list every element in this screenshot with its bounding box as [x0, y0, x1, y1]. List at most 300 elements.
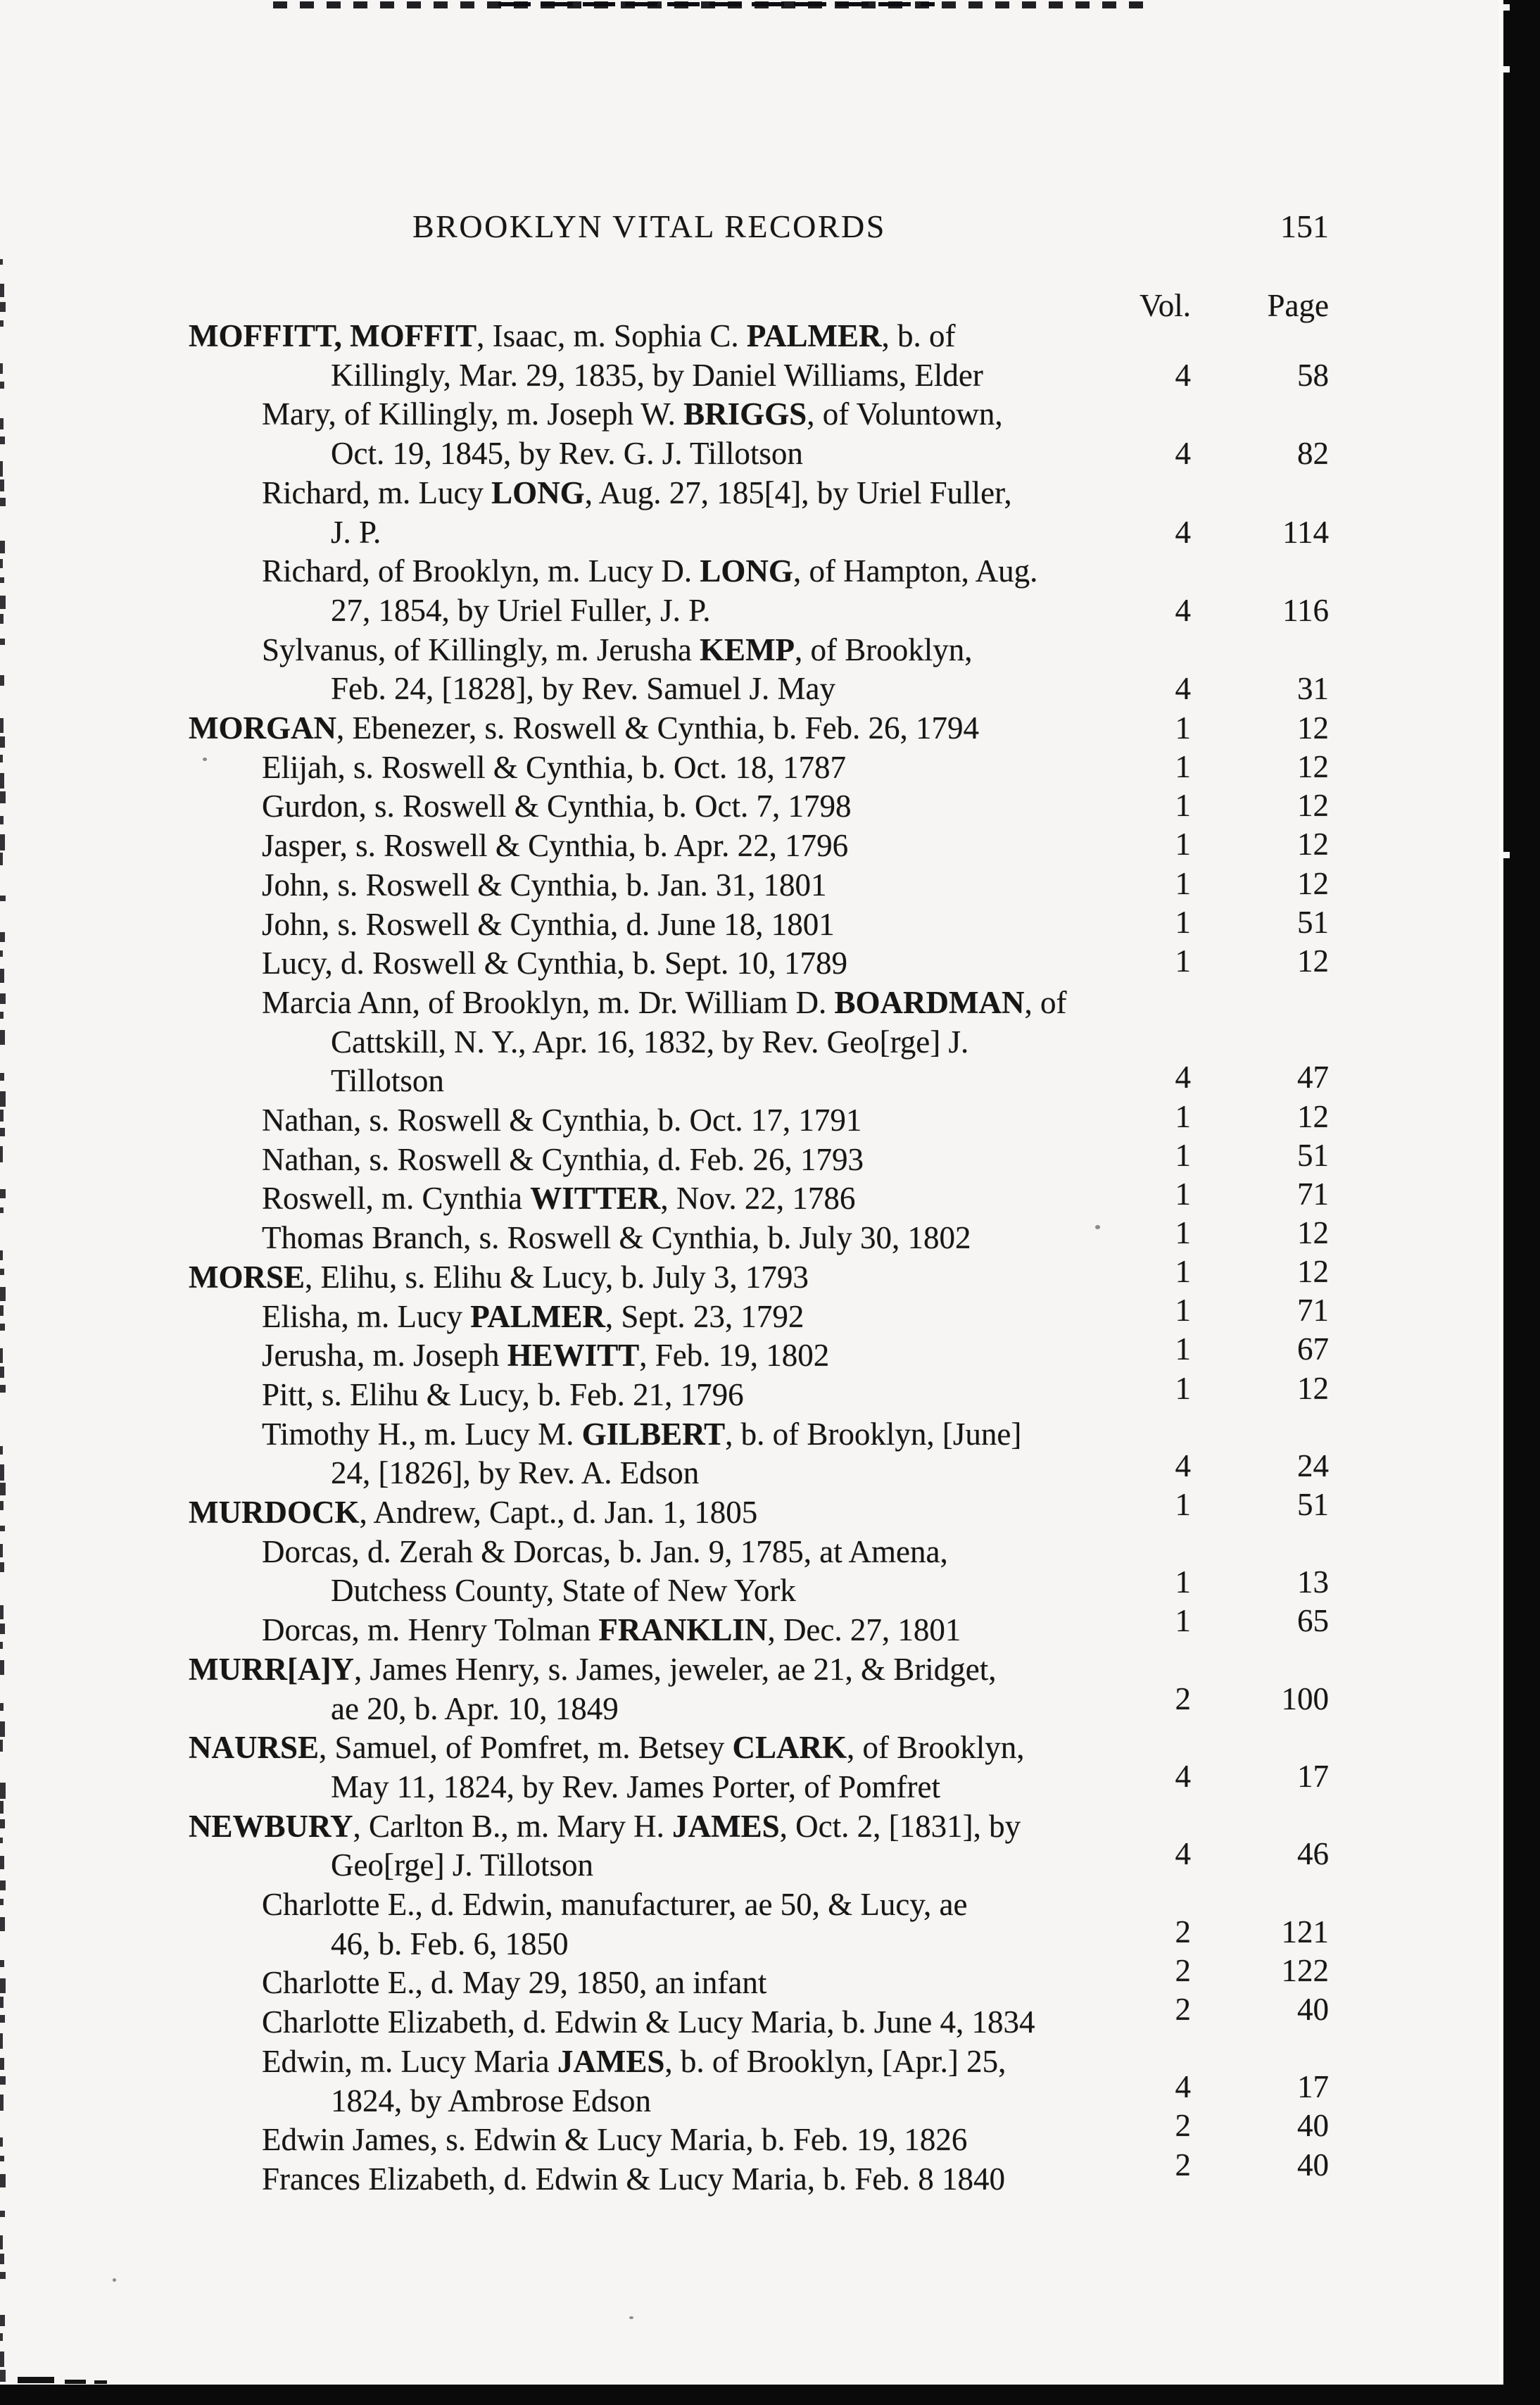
- record-row: [0, 1836, 1540, 1887]
- record-text: [262, 1299, 804, 1334]
- binding-mark: [0, 1703, 4, 1711]
- surname-bold: FRANKLIN: [598, 1612, 768, 1648]
- surname-bold: PALMER: [746, 318, 882, 353]
- record-row: [0, 436, 1540, 475]
- binding-mark: [0, 834, 5, 850]
- vol-value: 2: [1175, 1914, 1191, 1949]
- vol-value: 1: [1175, 710, 1191, 746]
- binding-mark: [0, 382, 4, 389]
- vol-value: 1: [1175, 904, 1191, 940]
- binding-mark: [0, 2254, 4, 2264]
- record-row: [0, 1060, 1540, 1103]
- binding-mark: [0, 675, 4, 686]
- page-value: 82: [1297, 436, 1329, 472]
- vol-value: 1: [1175, 1603, 1191, 1639]
- page-value: 12: [1297, 865, 1329, 901]
- binding-mark: [0, 1385, 6, 1393]
- surname-bold: MORGAN: [189, 710, 336, 746]
- page-value: 122: [1281, 1952, 1329, 1988]
- scan-dash: [65, 2380, 86, 2384]
- record-text: [331, 358, 983, 393]
- film-notch: [1503, 66, 1510, 73]
- binding-mark: [0, 1073, 4, 1081]
- binding-mark: [0, 1110, 4, 1122]
- record-text-segment: Tillotson: [331, 1063, 444, 1099]
- page-value: 31: [1297, 671, 1329, 707]
- top-perforation-heavy-segment: [498, 2, 935, 6]
- binding-mark: [0, 614, 4, 624]
- binding-mark: [0, 816, 4, 824]
- record-text-segment: , Feb. 19, 1802: [639, 1338, 830, 1374]
- record-text-segment: 46, b. Feb. 6, 1850: [331, 1926, 569, 1961]
- vol-value: 1: [1175, 788, 1191, 824]
- record-text-segment: , Isaac, m. Sophia C.: [476, 318, 747, 353]
- film-notch: [1503, 852, 1510, 858]
- record-row: [0, 710, 1540, 750]
- record-text-segment: J. P.: [331, 514, 381, 550]
- record-row: [0, 475, 1540, 515]
- binding-mark: [0, 2315, 5, 2326]
- record-row: [0, 671, 1540, 710]
- record-text: [331, 1769, 940, 1804]
- binding-mark: [0, 1880, 6, 1890]
- binding-mark: [0, 969, 4, 983]
- binding-mark: [0, 1856, 4, 1869]
- binding-mark: [0, 736, 5, 748]
- binding-mark: [0, 896, 6, 901]
- binding-mark: [0, 1501, 4, 1510]
- record-text-segment: , of Brooklyn,: [795, 632, 973, 667]
- right-film-strip: [1503, 0, 1540, 2405]
- surname-bold: CLARK: [732, 1730, 847, 1766]
- binding-mark: [0, 1660, 4, 1675]
- record-text-segment: , of Brooklyn,: [846, 1730, 1025, 1766]
- page-value: 17: [1297, 1759, 1329, 1795]
- record-row: [0, 985, 1540, 1024]
- record-row: [0, 1098, 1540, 1142]
- binding-mark: [0, 284, 4, 297]
- record-text: [331, 1573, 796, 1608]
- record-text: [262, 1534, 948, 1569]
- surname-bold: LONG: [491, 475, 585, 510]
- speck: [113, 2278, 116, 2282]
- page-value: 12: [1297, 749, 1329, 785]
- scan-dash: [18, 2377, 54, 2383]
- record-text: [262, 789, 851, 824]
- record-text: [262, 946, 847, 981]
- record-row: [0, 1759, 1540, 1809]
- record-text-segment: , Elihu, s. Elihu & Lucy, b. July 3, 1793: [305, 1259, 809, 1295]
- bottom-film-bar: [0, 2385, 1540, 2405]
- vol-value: 2: [1175, 1991, 1191, 2027]
- record-text-segment: 1824, by Ambrose Edson: [331, 2083, 651, 2118]
- speck: [629, 2316, 633, 2319]
- record-text-segment: Marcia Ann, of Brooklyn, m. Dr. William D.: [262, 984, 835, 1020]
- binding-mark: [0, 1960, 4, 1967]
- record-text-segment: Killingly, Mar. 29, 1835, by Daniel Williams, Elder: [331, 357, 983, 393]
- binding-mark: [0, 1030, 5, 1045]
- record-text: [331, 1691, 619, 1726]
- binding-mark: [0, 755, 3, 762]
- record-text: [262, 2004, 1035, 2040]
- page-value: 12: [1297, 1370, 1329, 1406]
- record-text: [262, 1377, 744, 1412]
- record-text-segment: , b. of Brooklyn, [June]: [725, 1416, 1022, 1452]
- binding-mark: [0, 479, 4, 491]
- record-row: [0, 1681, 1540, 1731]
- record-row: [0, 318, 1540, 358]
- binding-mark: [0, 932, 5, 942]
- page-value: 12: [1297, 1214, 1329, 1250]
- record-text-segment: Dorcas, m. Henry Tolman: [262, 1612, 599, 1648]
- page-value: 12: [1297, 710, 1329, 746]
- record-text: [331, 436, 803, 471]
- record-text: [189, 710, 979, 746]
- vol-value: 2: [1175, 1952, 1191, 1988]
- vol-value: 4: [1175, 671, 1191, 707]
- record-text-segment: Timothy H., m. Lucy M.: [262, 1416, 582, 1452]
- binding-mark: [0, 1367, 4, 1378]
- record-text-segment: Frances Elizabeth, d. Edwin & Lucy Maria, b. Feb. 8 1840: [262, 2161, 1006, 2197]
- record-text-segment: Charlotte E., d. Edwin, manufacturer, ae 50, & Lucy, ae: [262, 1887, 968, 1922]
- binding-mark: [0, 1978, 6, 1993]
- binding-mark: [0, 2370, 6, 2382]
- binding-mark: [0, 791, 6, 803]
- binding-mark: [0, 541, 5, 553]
- surname-bold: LONG: [700, 553, 793, 589]
- scan-dash: [94, 2380, 107, 2384]
- binding-mark: [0, 461, 3, 477]
- page-value: 51: [1297, 1487, 1329, 1522]
- surname-bold: MURR[A]Y: [189, 1651, 354, 1687]
- vol-value: 4: [1175, 514, 1191, 550]
- binding-mark: [0, 2235, 3, 2249]
- binding-mark: [0, 1189, 6, 1198]
- column-header-page: Page: [1267, 288, 1329, 323]
- binding-mark: [0, 2058, 4, 2070]
- record-text: [331, 1063, 444, 1098]
- surname-bold: MORSE: [189, 1259, 305, 1295]
- binding-mark: [0, 2272, 6, 2279]
- page-value: 58: [1297, 357, 1329, 393]
- binding-mark: [0, 498, 6, 506]
- record-text: [262, 750, 846, 785]
- record-text: [331, 2083, 651, 2118]
- surname-bold: JAMES: [557, 2043, 665, 2079]
- record-text-segment: Sylvanus, of Killingly, m. Jerusha: [262, 632, 700, 667]
- vol-value: 4: [1175, 1759, 1191, 1795]
- vol-value: 4: [1175, 1448, 1191, 1483]
- record-text-segment: Pitt, s. Elihu & Lucy, b. Feb. 21, 1796: [262, 1376, 744, 1412]
- binding-mark: [0, 1250, 3, 1260]
- binding-mark: [0, 1012, 4, 1019]
- record-text: [189, 1730, 1024, 1765]
- vol-value: 1: [1175, 865, 1191, 901]
- record-text: [189, 318, 955, 353]
- record-text-segment: Charlotte Elizabeth, d. Edwin & Lucy Maria, b. June 4, 1834: [262, 2004, 1035, 2040]
- top-perforation-line: [273, 1, 1146, 8]
- record-row: [0, 904, 1540, 946]
- page-value: 71: [1297, 1176, 1329, 1212]
- record-text-segment: 24, [1826], by Rev. A. Edson: [331, 1455, 700, 1491]
- record-text: [262, 2161, 1005, 2197]
- record-text: [331, 1455, 699, 1490]
- binding-mark: [0, 639, 5, 645]
- binding-mark: [0, 1305, 4, 1316]
- page-value: 12: [1297, 943, 1329, 979]
- vol-value: 1: [1175, 749, 1191, 785]
- record-row: [0, 396, 1540, 436]
- record-text-segment: Jasper, s. Roswell & Cynthia, b. Apr. 22, 1796: [262, 828, 849, 864]
- binding-mark: [0, 1324, 5, 1331]
- binding-mark: [0, 2156, 4, 2161]
- vol-value: 1: [1175, 1214, 1191, 1250]
- binding-mark: [0, 1917, 5, 1931]
- record-text-segment: Dutchess County, State of New York: [331, 1573, 796, 1609]
- record-row: [0, 1370, 1540, 1417]
- record-text: [331, 671, 835, 706]
- record-text-segment: , Samuel, of Pomfret, m. Betsey: [319, 1730, 733, 1766]
- record-text: [262, 907, 835, 942]
- binding-mark: [0, 1721, 5, 1737]
- binding-mark: [0, 950, 3, 957]
- record-text-segment: , Ebenezer, s. Roswell & Cynthia, b. Feb. 26, 1794: [336, 710, 980, 746]
- record-text-segment: , b. of Brooklyn, [Apr.] 25,: [664, 2043, 1006, 2079]
- record-row: [0, 553, 1540, 593]
- record-text-segment: ae 20, b. Apr. 10, 1849: [331, 1690, 619, 1726]
- binding-mark: [0, 2095, 4, 2111]
- surname-bold: NEWBURY: [189, 1808, 353, 1844]
- record-text: [262, 553, 1037, 589]
- record-text-segment: Charlotte E., d. May 29, 1850, an infant: [262, 1965, 767, 2001]
- binding-mark: [0, 1091, 6, 1107]
- binding-mark: [0, 853, 3, 865]
- record-text: [262, 2044, 1006, 2079]
- binding-mark: [0, 577, 4, 583]
- vol-value: 1: [1175, 1293, 1191, 1329]
- record-text: [262, 1612, 961, 1647]
- record-text: [262, 1965, 766, 2000]
- page-value: 24: [1297, 1448, 1329, 1483]
- binding-mark: [0, 1207, 4, 1213]
- record-text-segment: Richard, m. Lucy: [262, 475, 492, 510]
- binding-mark: [0, 2174, 6, 2187]
- surname-bold: KEMP: [700, 632, 795, 667]
- binding-mark: [0, 1483, 6, 1495]
- page-value: 51: [1297, 1137, 1329, 1173]
- record-text-segment: , James Henry, s. James, jeweler, ae 21, & Bridget,: [353, 1651, 997, 1687]
- page-value: 71: [1297, 1293, 1329, 1329]
- binding-mark: [0, 1801, 4, 1814]
- record-text-segment: Mary, of Killingly, m. Joseph W.: [262, 396, 684, 432]
- binding-mark: [0, 2033, 3, 2049]
- record-text-segment: Nathan, s. Roswell & Cynthia, d. Feb. 26, 1793: [262, 1141, 864, 1177]
- page-value: 51: [1297, 904, 1329, 940]
- surname-bold: BOARDMAN: [834, 984, 1025, 1020]
- record-text-segment: Jerusha, m. Joseph: [262, 1338, 507, 1374]
- record-row: [0, 358, 1540, 397]
- record-text-segment: , Andrew, Capt., d. Jan. 1, 1805: [359, 1495, 758, 1530]
- surname-bold: WITTER: [530, 1181, 661, 1217]
- record-text-segment: Cattskill, N. Y., Apr. 16, 1832, by Rev. Geo[rge] J.: [331, 1024, 969, 1060]
- record-row: [0, 2147, 1540, 2201]
- page-value: 12: [1297, 788, 1329, 824]
- binding-mark: [0, 1605, 4, 1619]
- record-text: [189, 1809, 1021, 1844]
- vol-value: 2: [1175, 2108, 1191, 2144]
- binding-mark: [0, 1899, 4, 1905]
- speck: [1095, 1225, 1100, 1229]
- page-value: 12: [1297, 1254, 1329, 1290]
- surname-bold: MURDOCK: [189, 1495, 360, 1530]
- record-text-segment: , Dec. 27, 1801: [767, 1612, 961, 1648]
- record-row: [0, 867, 1540, 907]
- record-text: [262, 985, 1067, 1020]
- record-row: [0, 593, 1540, 632]
- record-text-segment: Gurdon, s. Roswell & Cynthia, b. Oct. 7, 1798: [262, 789, 852, 824]
- binding-mark: [0, 1783, 6, 1799]
- vol-value: 1: [1175, 1098, 1191, 1134]
- binding-mark: [0, 1544, 3, 1557]
- record-row: [0, 1487, 1540, 1534]
- record-text-segment: Feb. 24, [1828], by Rev. Samuel J. May: [331, 671, 836, 707]
- record-text: [262, 1142, 864, 1177]
- record-text-segment: Nathan, s. Roswell & Cynthia, b. Oct. 17, 1791: [262, 1103, 862, 1138]
- binding-mark: [0, 1642, 3, 1649]
- binding-mark: [0, 1146, 3, 1162]
- page-value: 13: [1297, 1564, 1329, 1600]
- record-row: [0, 1024, 1540, 1064]
- record-text-segment: Roswell, m. Cynthia: [262, 1181, 531, 1217]
- record-text-segment: Edwin, m. Lucy Maria: [262, 2043, 557, 2079]
- surname-bold: HEWITT: [507, 1338, 640, 1374]
- record-text: [331, 593, 710, 628]
- record-text: [262, 1220, 971, 1255]
- record-text: [262, 1887, 967, 1922]
- record-text: [331, 1024, 968, 1060]
- record-text-segment: 27, 1854, by Uriel Fuller, J. P.: [331, 592, 711, 628]
- record-text-segment: Elisha, m. Lucy: [262, 1298, 471, 1334]
- binding-mark: [0, 1740, 3, 1752]
- record-row: [0, 1603, 1540, 1652]
- binding-mark: [0, 773, 4, 789]
- binding-mark: [0, 1348, 3, 1363]
- page-value: 46: [1297, 1836, 1329, 1872]
- record-text-segment: , of Hampton, Aug.: [793, 553, 1038, 589]
- binding-mark: [0, 993, 6, 1004]
- record-row: [0, 943, 1540, 985]
- record-text: [331, 515, 381, 550]
- page-value: 121: [1281, 1914, 1329, 1949]
- record-text-segment: Dorcas, d. Zerah & Dorcas, b. Jan. 9, 1785, at Amena,: [262, 1533, 948, 1569]
- binding-mark: [0, 1819, 5, 1828]
- record-text: [262, 475, 1012, 510]
- binding-mark: [0, 363, 3, 374]
- record-text-segment: , Oct. 2, [1831], by: [779, 1808, 1021, 1844]
- binding-mark: [0, 1997, 4, 2008]
- binding-mark: [0, 259, 3, 265]
- record-text-segment: , Aug. 27, 185[4], by Uriel Fuller,: [584, 475, 1012, 510]
- page-value: 12: [1297, 827, 1329, 862]
- vol-value: 2: [1175, 2147, 1191, 2183]
- record-row: [0, 1137, 1540, 1181]
- record-text: [189, 1652, 996, 1687]
- binding-mark: [0, 437, 5, 444]
- surname-bold: PALMER: [470, 1298, 605, 1334]
- record-text: [262, 828, 848, 863]
- film-notch: [1503, 4, 1510, 11]
- vol-value: 4: [1175, 2069, 1191, 2105]
- vol-value: 2: [1175, 1681, 1191, 1716]
- page-number: 151: [1280, 208, 1329, 244]
- vol-value: 4: [1175, 1836, 1191, 1872]
- record-text-segment: , Carlton B., m. Mary H.: [353, 1808, 673, 1844]
- page-value: 40: [1297, 2108, 1329, 2144]
- record-text-segment: Oct. 19, 1845, by Rev. G. J. Tillotson: [331, 436, 803, 472]
- record-text: [262, 867, 827, 903]
- vol-value: 4: [1175, 592, 1191, 628]
- binding-mark: [0, 1838, 3, 1843]
- binding-mark: [0, 302, 6, 312]
- page-value: 114: [1282, 514, 1329, 550]
- binding-mark: [0, 320, 4, 327]
- vol-value: 4: [1175, 436, 1191, 472]
- binding-mark: [0, 1287, 6, 1301]
- binding-mark: [0, 596, 6, 609]
- surname-bold: NAURSE: [189, 1730, 320, 1766]
- vol-value: 1: [1175, 827, 1191, 862]
- binding-mark: [0, 2076, 6, 2085]
- record-text-segment: Richard, of Brooklyn, m. Lucy D.: [262, 553, 700, 589]
- vol-value: 4: [1175, 357, 1191, 393]
- binding-mark: [0, 1446, 3, 1455]
- vol-value: 1: [1175, 1331, 1191, 1367]
- vol-value: 1: [1175, 1370, 1191, 1406]
- binding-mark: [0, 1624, 5, 1634]
- record-text-segment: , Sept. 23, 1792: [605, 1298, 804, 1334]
- record-row: [0, 828, 1540, 867]
- binding-mark: [0, 1464, 4, 1481]
- record-row: [0, 1991, 1540, 2044]
- vol-value: 1: [1175, 1176, 1191, 1212]
- page-value: 17: [1297, 2069, 1329, 2105]
- binding-mark: [0, 418, 4, 429]
- record-text: [331, 1847, 593, 1883]
- binding-mark: [0, 1269, 4, 1275]
- binding-mark: [0, 2015, 5, 2023]
- record-text: [262, 396, 1003, 432]
- vol-value: 1: [1175, 943, 1191, 979]
- record-text-segment: May 11, 1824, by Rev. James Porter, of Pomfret: [331, 1769, 940, 1804]
- page-title: BROOKLYN VITAL RECORDS: [412, 208, 886, 244]
- record-text-segment: John, s. Roswell & Cynthia, b. Jan. 31, 1801: [262, 867, 827, 903]
- binding-mark: [0, 718, 4, 733]
- record-text-segment: , Nov. 22, 1786: [660, 1181, 856, 1217]
- record-text: [262, 1103, 861, 1138]
- record-text-segment: John, s. Roswell & Cynthia, d. June 18, 1801: [262, 906, 835, 942]
- record-text: [189, 1495, 757, 1530]
- vol-value: 1: [1175, 1254, 1191, 1290]
- record-text: [262, 1417, 1021, 1452]
- record-text: [262, 632, 973, 667]
- surname-bold: GILBERT: [581, 1416, 726, 1452]
- record-text: [262, 2122, 967, 2157]
- record-text-segment: , b. of: [881, 318, 956, 353]
- page-value: 65: [1297, 1603, 1329, 1639]
- surname-bold: JAMES: [672, 1808, 780, 1844]
- binding-mark: [0, 1526, 5, 1531]
- record-text-segment: , of Voluntown,: [807, 396, 1003, 432]
